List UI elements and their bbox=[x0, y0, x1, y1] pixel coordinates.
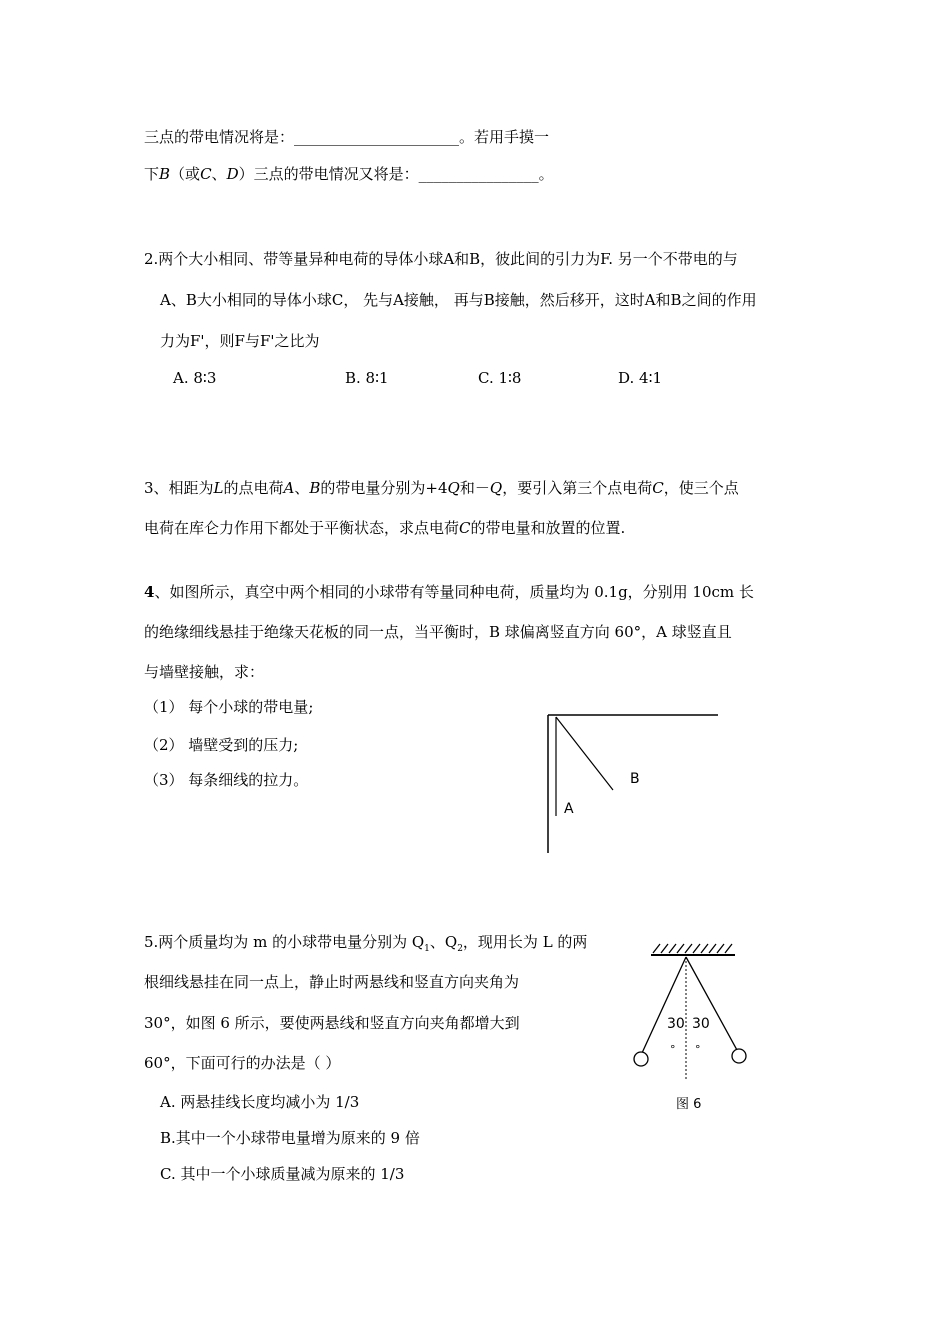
q5-line3: 30°，如图 6 所示，要使两悬线和竖直方向夹角都增大到 bbox=[144, 1014, 520, 1032]
q2-option-b: B. 8∶1 bbox=[345, 369, 389, 387]
q3-var-c: C bbox=[652, 479, 664, 497]
q5-option-a: A. 两悬挂线长度均减小为 1/3 bbox=[160, 1093, 360, 1111]
q2-option-d: D. 4∶1 bbox=[618, 369, 663, 387]
q1-var-c: C bbox=[200, 165, 212, 183]
q3-var-q: Q bbox=[447, 479, 460, 497]
q5-ceiling-hatch bbox=[653, 944, 732, 953]
q1-var-b: B bbox=[159, 165, 171, 183]
q5-line2: 根细线悬挂在同一点上，静止时两悬线和竖直方向夹角为 bbox=[144, 973, 520, 991]
q3-text: 的点电荷 bbox=[223, 479, 284, 497]
q5-thread-left bbox=[642, 957, 686, 1053]
q5-text: 5.两个质量均为 m 的小球带电量分别为 Q bbox=[144, 933, 425, 951]
q4-text: 、如图所示，真空中两个相同的小球带有等量同种电荷，质量均为 0.1g，分别用 10cm 长 bbox=[154, 583, 754, 601]
q5-option-c: C. 其中一个小球质量减为原来的 1/3 bbox=[160, 1165, 405, 1183]
q1-line1-blank: ______________________ bbox=[294, 128, 460, 146]
q3-text: 的带电量和放置的位置. bbox=[470, 519, 626, 537]
q5-thread-right bbox=[686, 957, 737, 1050]
q5-ball-left bbox=[634, 1052, 648, 1066]
q3-var-q: Q bbox=[489, 479, 503, 497]
q1-text: 、 bbox=[211, 165, 227, 183]
q1-text: 。 bbox=[538, 165, 554, 183]
q5-subscript: 1 bbox=[424, 944, 430, 954]
q3-text: 电荷在库仑力作用下都处于平衡状态，求点电荷 bbox=[144, 519, 460, 537]
q5-subscript: 2 bbox=[457, 944, 463, 954]
q2-line1: 2.两个大小相同、带等量异种电荷的导体小球A和B，彼此间的引力为F. 另一个不带电的与 bbox=[144, 250, 738, 268]
q4-line3: 与墙壁接触，求： bbox=[144, 663, 265, 681]
q4-sub-3: （3） 每条细线的拉力。 bbox=[144, 771, 309, 789]
q3-text: 和－ bbox=[459, 479, 490, 497]
q4-sub-2: （2） 墙壁受到的压力; bbox=[144, 736, 299, 754]
q4-line2: 的绝缘细线悬挂于绝缘天花板的同一点，当平衡时，B 球偏离竖直方向 60°，A 球竖直且 bbox=[144, 623, 732, 641]
q5-option-b: B.其中一个小球带电量增为原来的 9 倍 bbox=[160, 1129, 420, 1147]
q2-option-c: C. 1∶8 bbox=[478, 369, 522, 387]
q1-text: ）三点的带电情况又将是： bbox=[238, 165, 419, 183]
q2-option-a: A. 8∶3 bbox=[173, 369, 217, 387]
q1-line2-blank: ________________ bbox=[418, 165, 539, 183]
q1-line1-text: 三点的带电情况将是： bbox=[144, 128, 295, 146]
q5-degree-right: ° bbox=[695, 1043, 701, 1056]
q5-text: ，现用长为 L 的两 bbox=[462, 933, 588, 951]
q1-text: 下 bbox=[144, 165, 160, 183]
q4-label-b: B bbox=[630, 771, 640, 787]
q5-angle-left: 30 bbox=[667, 1016, 685, 1032]
q5-figure-caption: 图 6 bbox=[676, 1097, 702, 1112]
q3-var-b: B bbox=[309, 479, 321, 497]
q5-angle-right: 30 bbox=[692, 1016, 710, 1032]
q5-text: 、Q bbox=[429, 933, 458, 951]
q3-var-a: A bbox=[283, 479, 295, 497]
q3-text: 、 bbox=[294, 479, 310, 497]
q4-number: 4 bbox=[144, 583, 155, 601]
q4-label-a: A bbox=[564, 801, 574, 817]
q3-text: 的带电量分别为+4 bbox=[320, 479, 448, 497]
q5-ball-right bbox=[732, 1049, 746, 1063]
q2-line3: 力为F'，则F与F'之比为 bbox=[160, 332, 320, 350]
q1-var-d: D bbox=[226, 165, 239, 183]
q5-line4: 60°，下面可行的办法是（ ） bbox=[144, 1054, 341, 1072]
q1-text: （或 bbox=[170, 165, 201, 183]
q3-var-c: C bbox=[459, 519, 471, 537]
q3-text: ，使三个点 bbox=[663, 479, 739, 497]
q5-degree-left: ° bbox=[670, 1043, 676, 1056]
q3-text: 3、相距为 bbox=[144, 479, 214, 497]
q3-text: ，要引入第三个点电荷 bbox=[502, 479, 653, 497]
q3-var-l: L bbox=[213, 479, 224, 497]
q4-sub-1: （1） 每个小球的带电量; bbox=[144, 698, 314, 716]
q2-line2: A、B大小相同的导体小球C， 先与A接触， 再与B接触，然后移开，这时A和B之间的作用 bbox=[160, 291, 757, 309]
q1-line1-tail: 。若用手摸一 bbox=[459, 128, 550, 146]
